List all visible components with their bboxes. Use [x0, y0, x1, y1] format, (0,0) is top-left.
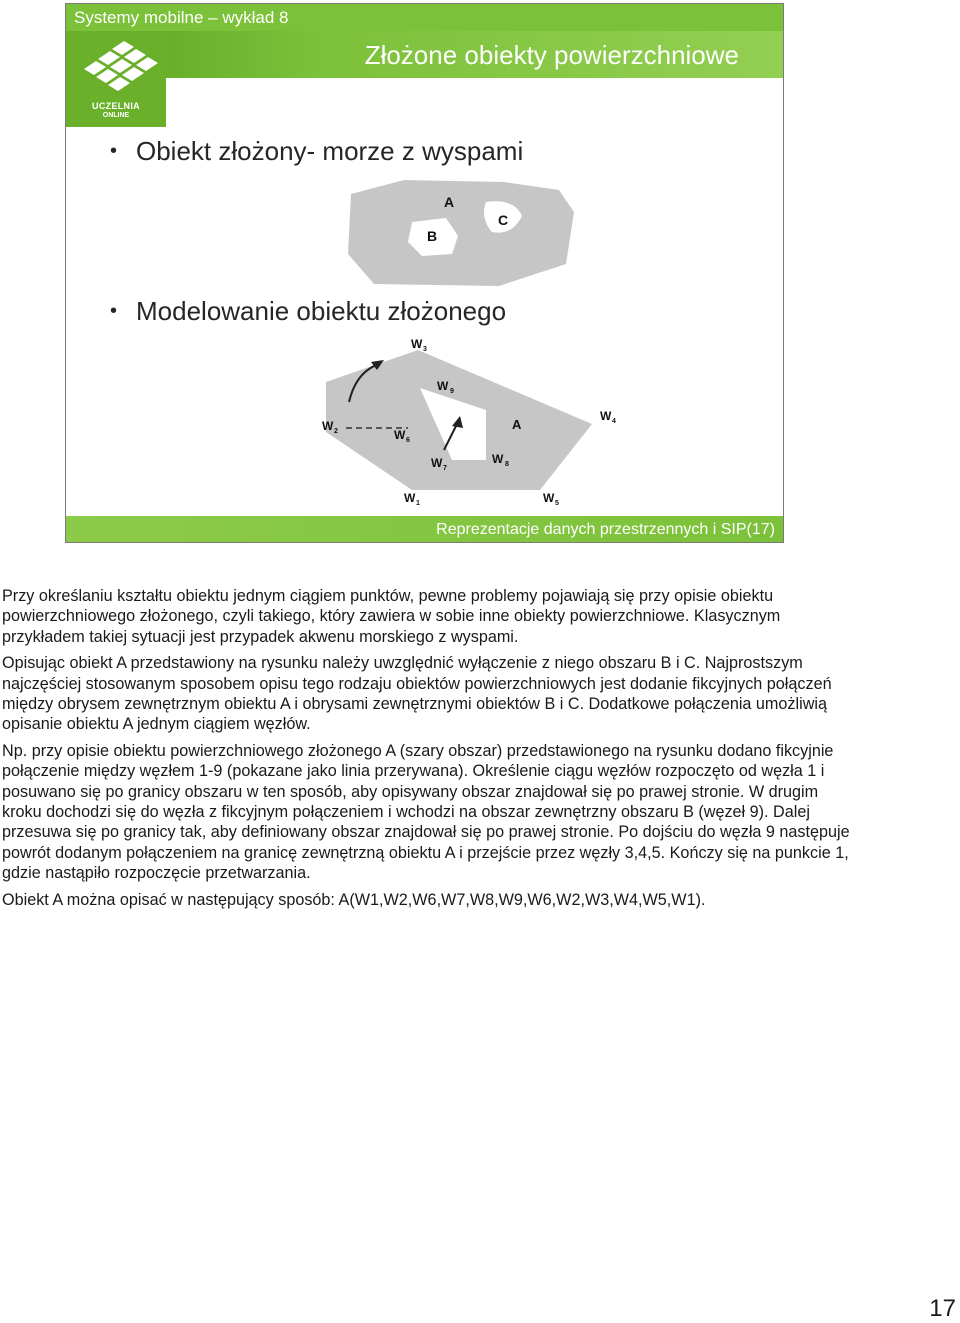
- lecture-label: Systemy mobilne – wykład 8: [74, 8, 289, 27]
- svg-text:5: 5: [555, 500, 559, 507]
- label-c: C: [498, 212, 509, 228]
- lecture-notes: [2, 586, 852, 916]
- svg-text:3: 3: [423, 346, 427, 353]
- label-a: A: [444, 194, 455, 210]
- bullet-dot: •: [110, 140, 118, 162]
- svg-text:1: 1: [416, 500, 420, 507]
- node-w5: [543, 491, 559, 507]
- svg-text:W: W: [600, 409, 612, 423]
- label-b: B: [427, 228, 438, 244]
- arrowhead-inner-icon: [452, 416, 463, 428]
- slide-footer-text: Reprezentacje danych przestrzennych i SIP(17): [436, 521, 775, 538]
- paragraph-result: Obiekt A można opisać w następujący sposób: A(W1,W2,W6,W7,W8,W9,W6,W2,W3,W4,W5,W1).: [2, 890, 706, 909]
- paragraph-method: Opisując obiekt A przedstawiony na rysunku należy uwzględnić wyłączenie z niego obszaru B i C. Najprostszym najczęściej stosowanym sposobem opisu tego rodzaju obiektów powierzchniowych jest dodanie fikcyjnych połączeń między obrysem zewnętrznym obiektu A i obrysami zewnętrznymi obiektów B i C. Dodatkowe połączenia umożliwią opisanie obiektu A jednym ciągiem węzłów.: [2, 654, 832, 734]
- label-area-a: A: [512, 417, 522, 432]
- svg-text:W: W: [404, 491, 416, 505]
- svg-text:W: W: [322, 419, 334, 433]
- bullet-text: Obiekt złożony- morze z wyspami: [136, 136, 524, 166]
- svg-text:W: W: [437, 379, 449, 393]
- svg-text:7: 7: [443, 465, 447, 472]
- bullet-dot: •: [110, 300, 118, 322]
- svg-text:6: 6: [406, 437, 410, 444]
- svg-text:W: W: [411, 337, 423, 351]
- page-number: 17: [929, 1295, 956, 1322]
- svg-text:8: 8: [505, 461, 509, 468]
- logo-text-uczelnia: UCZELNIA: [92, 101, 140, 111]
- paragraph-example: Np. przy opisie obiektu powierzchniowego złożonego A (szary obszar) przedstawionego na rysunku dodano fikcyjnie połączenie między węzłem 1-9 (pokazane jako linia przerywana). Określenie ciągu węzłów rozpoczęto od węzła 1 i posuwano się po granicy obszaru w ten sposób, aby opisywany obszar znajdował się po prawej stronie. W drugim kroku dochodzi się do węzła z fikcyjnym połączeniem i wchodzi na obszar zewnętrzny obszaru B (węzeł 9). Dalej przesuwa się po granicy tak, aby definiowany obszar znajdował się po prawej stronie. Po dojściu do węzła 9 następuje powrót dodanym połączeniem na granicę zewnętrzną obiektu A i przejście przez węzły 3,4,5. Kończy się na punkcie 1, gdzie nastąpiło rozpoczęcie przetwarzania.: [2, 742, 850, 882]
- svg-text:9: 9: [450, 388, 454, 395]
- svg-text:W: W: [492, 452, 504, 466]
- paragraph-intro: Przy określaniu kształtu obiektu jednym ciągiem punktów, pewne problemy pojawiają się przy opisie obiektu powierzchniowego złożonego, czyli takiego, który zawiera w sobie inne obiekty powierzchniowe. Klasycznym przykładem takiej sytuacji jest przypadek akwenu morskiego z wyspami.: [2, 587, 781, 646]
- figure-node-model: [66, 4, 784, 543]
- svg-text:W: W: [431, 456, 443, 470]
- node-w3: [411, 337, 427, 353]
- logo-text-online: ONLINE: [102, 112, 130, 119]
- slide-footer-bar: [66, 516, 783, 543]
- svg-text:W: W: [543, 491, 555, 505]
- slide-title: Złożone obiekty powierzchniowe: [364, 40, 739, 70]
- slide: [65, 3, 784, 543]
- bullet-text: Modelowanie obiektu złożonego: [136, 296, 507, 326]
- svg-text:4: 4: [612, 418, 616, 425]
- svg-text:W: W: [394, 428, 406, 442]
- svg-text:2: 2: [334, 428, 338, 435]
- node-w1: [404, 491, 420, 507]
- node-w4: [600, 409, 616, 425]
